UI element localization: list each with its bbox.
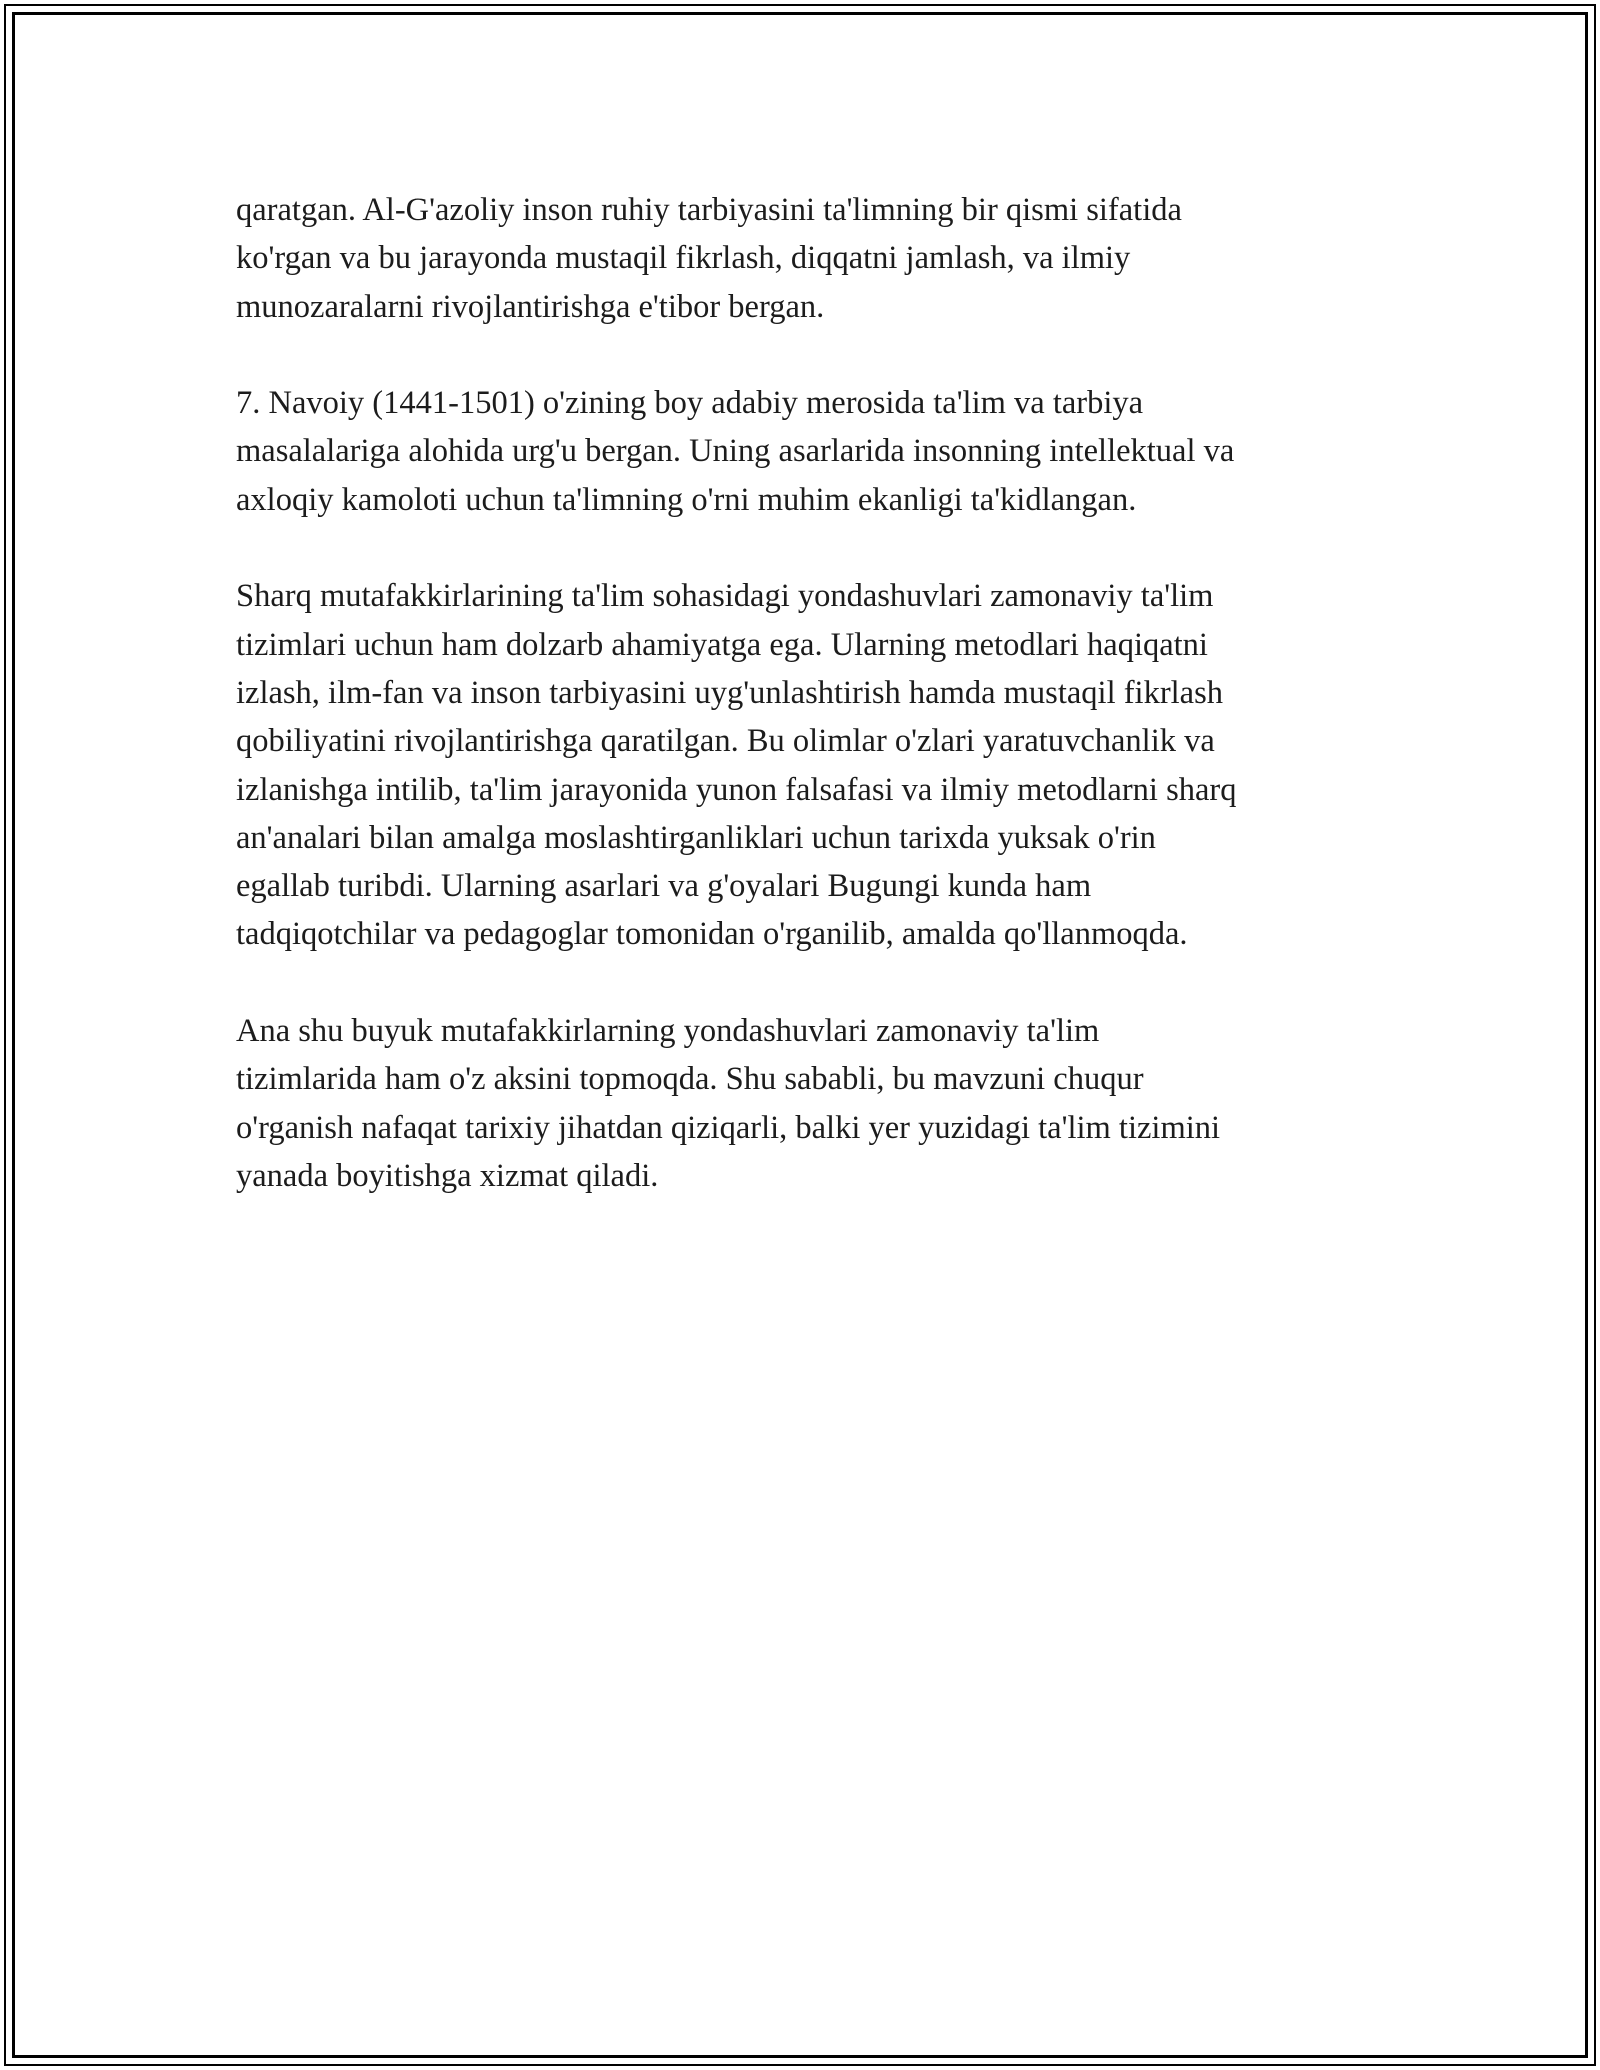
paragraph-al-gazoliy-continuation: qaratgan. Al-G'azoliy inson ruhiy tarbiyasini ta'limning bir qismi sifatida ko'rgan va bu jarayonda mustaqil fikrlash, diqqatni jamlash, va ilmiy munozaralarni rivojlantirishga e'tibor bergan. (236, 192, 1182, 325)
paragraph-conclusion: Ana shu buyuk mutafakkirlarning yondashuvlari zamonaviy ta'lim tizimlarida ham o'z aksini topmoqda. Shu sababli, bu mavzuni chuqur o'rganish nafaqat tarixiy jihatdan qiziqarli, balki yer yuzidagi ta'lim tizimini yanada boyitishga xizmat qiladi. (236, 1013, 1221, 1194)
document-body (236, 186, 1376, 1249)
paragraph-sharq-mutafakkirlari: Sharq mutafakkirlarining ta'lim sohasidagi yondashuvlari zamonaviy ta'lim tizimlari uchun ham dolzarb ahamiyatga ega. Ularning metodlari haqiqatni izlash, ilm-fan va inson tarbiyasini uyg'unlashtirish hamda mustaqil fikrlash qobiliyatini rivojlantirishga qaratilgan. Bu olimlar o'zlari yaratuvchanlik va izlanishga intilib, ta'lim jarayonida yunon falsafasi va ilmiy metodlarni sharq an'analari bilan amalga moslashtirganliklari uchun tarixda yuksak o'rin egallab turibdi. Ularning asarlari va g'oyalari Bugungi kunda ham tadqiqotchilar va pedagoglar tomonidan o'rganilib, amalda qo'llanmoqda. (236, 578, 1237, 953)
paragraph-navoiy: 7. Navoiy (1441-1501) o'zining boy adabiy merosida ta'lim va tarbiya masalalariga alohida urg'u bergan. Uning asarlarida insonning intellektual va axloqiy kamoloti uchun ta'limning o'rni muhim ekanligi ta'kidlangan. (236, 385, 1235, 518)
